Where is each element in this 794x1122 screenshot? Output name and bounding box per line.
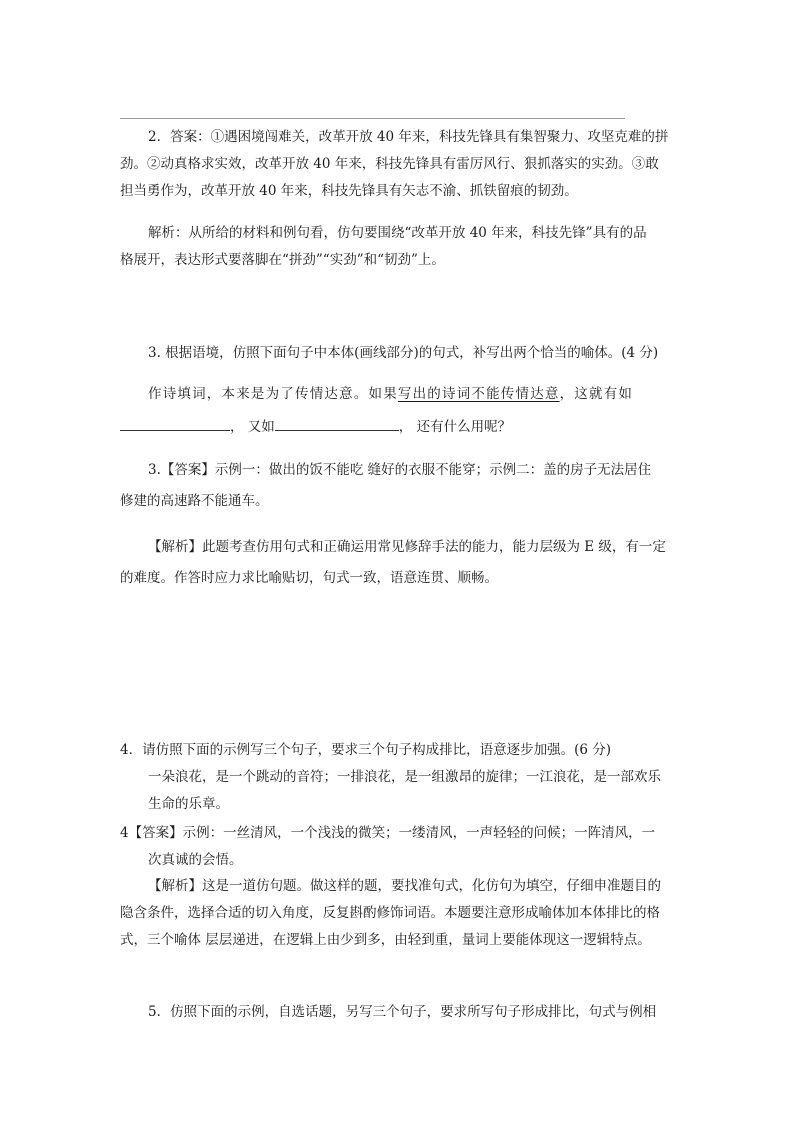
q3-blank-line — [120, 416, 511, 437]
q2-answer-line-1: 2．答案：①遇困境闯难关，改革开放 40 年来，科技先锋具有集智聚力、攻坚克难的拼 — [148, 129, 669, 145]
q3-analysis-line-2: 的难度。作答时应力求比喻贴切，句式一致，语意连贯、顺畅。 — [120, 570, 498, 586]
q3-sentence — [148, 384, 633, 404]
q3-answer-line-1 — [148, 460, 651, 480]
q3-sentence-after: ，这就有如 — [559, 386, 634, 402]
q3-answer-line-2: 修建的高速路不能通车。 — [120, 493, 269, 509]
q4-example-line-1: 一朵浪花，是一个跳动的音符；一排浪花，是一组激昂的旋律；一江浪花，是一部欢乐 — [148, 769, 661, 785]
q4-answer-tag: 【答案】 — [128, 825, 183, 841]
q4-analysis-line-1 — [148, 876, 661, 896]
q4-answer-line-1 — [120, 823, 655, 843]
q3-answer-text-1: 示例一：做出的饭不能吃 缝好的衣服不能穿；示例二：盖的房子无法居住 — [214, 462, 652, 478]
q3-answer-tag: 【答案】 — [160, 462, 215, 478]
q2-analysis-line-1: 解析：从所给的材料和例句看，仿句要围绕“改革开放 40 年来，科技先锋”具有的品 — [148, 225, 647, 241]
q4-answer-prefix: 4 — [120, 825, 129, 841]
q4-answer-text-1: 示例：一丝清风，一个浅浅的微笑；一缕清风，一声轻轻的问候；一阵清风，一 — [182, 825, 656, 841]
q3-analysis-text-1: 此题考查仿用句式和正确运用常见修辞手法的能力，能力层级为 E 级，有一定 — [202, 539, 666, 555]
q2-analysis-line-2: 格展开，表达形式要落脚在“拼劲”“实劲”和“韧劲”上。 — [120, 252, 445, 268]
q3-question: 3. 根据语境，仿照下面句子中本体(画线部分)的句式，补写出两个恰当的喻体。(4 分) — [148, 345, 659, 361]
q3-blank-end: ， 还有什么用呢？ — [398, 419, 512, 435]
q3-blank-sep: ， 又如 — [230, 419, 275, 435]
q3-blank-2[interactable] — [275, 416, 399, 431]
q3-analysis-tag: 【解析】 — [148, 539, 202, 555]
q4-analysis-line-3: 式，三个喻体 层层递进，在逻辑上由少到多，由轻到重，量词上要能体现这一逻辑特点。 — [120, 932, 651, 948]
q3-analysis-line-1 — [148, 537, 666, 557]
q3-blank-1[interactable] — [120, 416, 230, 431]
q3-sentence-underlined: 写出的诗词不能传情达意 — [397, 386, 560, 402]
q5-question: 5．仿照下面的示例，自选话题，另写三个句子，要求所写句子形成排比，句式与例相 — [148, 1004, 657, 1020]
q3-answer-prefix: 3. — [148, 462, 161, 478]
q4-analysis-line-2: 隐含条件，选择合适的切入角度，反复斟酌修饰词语。本题要注意形成喻体加本体排比的格 — [120, 905, 660, 921]
q4-example-line-2: 生命的乐章。 — [148, 796, 229, 812]
q4-analysis-text-1: 这是一道仿句题。做这样的题，要找准句式，化仿句为填空，仔细申准题目的 — [202, 878, 661, 894]
header-rule — [120, 118, 625, 119]
q2-answer-line-3: 担当勇作为，改革开放 40 年来，科技先锋具有矢志不渝、抓铁留痕的韧劲。 — [120, 183, 578, 199]
q4-question: 4．请仿照下面的示例写三个句子，要求三个句子构成排比，语意逐步加强。(6 分) — [120, 742, 612, 758]
q4-answer-line-2: 次真诚的会悟。 — [148, 852, 243, 868]
q2-answer-line-2: 劲。②动真格求实效，改革开放 40 年来，科技先锋具有雷厉风行、狠抓落实的实劲。③敢 — [120, 156, 659, 172]
q3-sentence-before: 作诗填词，本来是为了传情达意。如果 — [148, 386, 398, 402]
q4-analysis-tag: 【解析】 — [148, 878, 202, 894]
